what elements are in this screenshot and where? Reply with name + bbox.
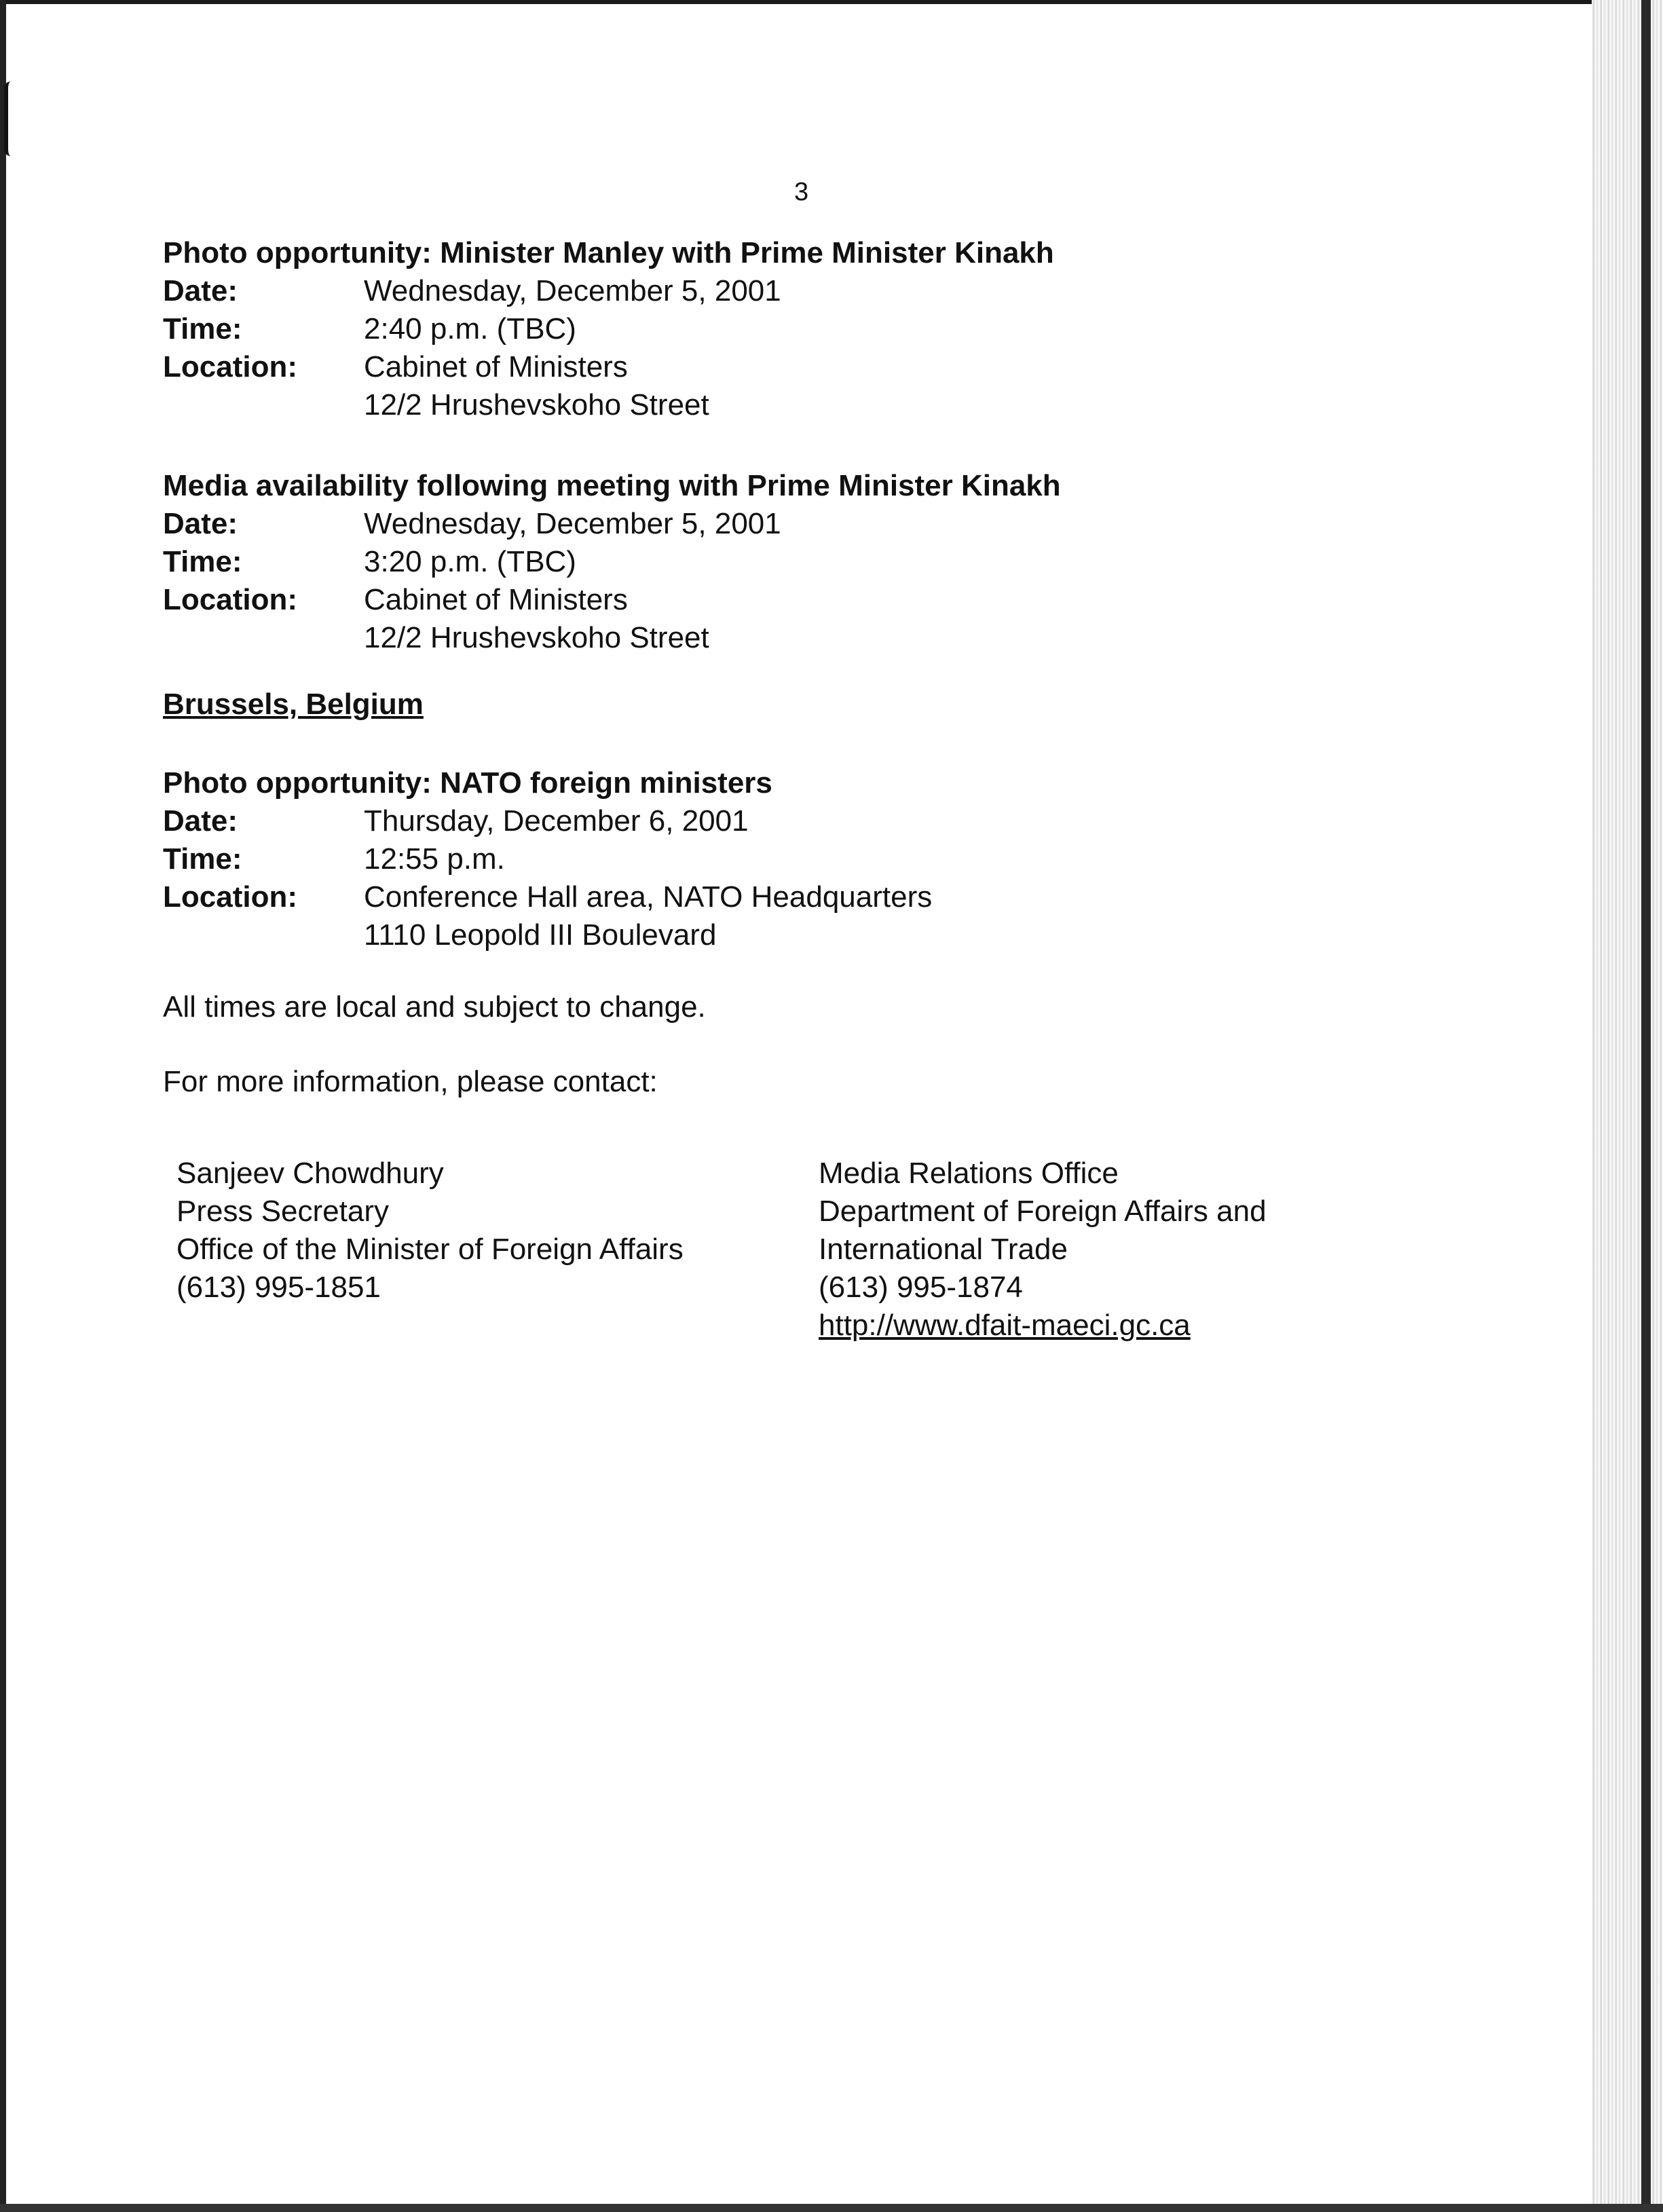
date-label: Date: (163, 507, 238, 540)
scan-edge-bottom (0, 2204, 1663, 2212)
contact-office: Office of the Minister of Foreign Affairs (176, 1233, 684, 1266)
event-block (163, 764, 932, 954)
location-address: 1110 Leopold III Boulevard (364, 918, 717, 952)
location-address: 12/2 Hrushevskoho Street (364, 388, 709, 421)
time-value: 2:40 p.m. (TBC) (364, 312, 576, 345)
location-value: Cabinet of Ministers (364, 350, 628, 383)
contact-name: Sanjeev Chowdhury (176, 1157, 444, 1190)
contact-phone: (613) 995-1874 (819, 1271, 1023, 1304)
date-label: Date: (163, 274, 238, 307)
note-contact: For more information, please contact: (163, 1065, 658, 1098)
event-date-row (163, 272, 1054, 310)
contact-title: Press Secretary (176, 1195, 389, 1228)
date-value: Wednesday, December 5, 2001 (364, 507, 781, 540)
event-location-row (163, 581, 1061, 619)
date-label: Date: (163, 804, 238, 838)
scan-edge-right (1592, 0, 1663, 2212)
time-label: Time: (163, 312, 242, 345)
scan-edge-top (0, 0, 1663, 4)
event-time-row (163, 840, 932, 878)
contact-department-cont: International Trade (819, 1233, 1068, 1266)
section-heading: Brussels, Belgium (163, 688, 424, 721)
location-label: Location: (163, 350, 297, 383)
event-time-row (163, 310, 1054, 348)
contact-press-secretary (176, 1155, 684, 1307)
event-location-row (163, 348, 1054, 386)
time-value: 12:55 p.m. (364, 842, 505, 876)
contact-phone: (613) 995-1851 (176, 1271, 381, 1304)
event-block (163, 234, 1054, 424)
event-date-row (163, 505, 1061, 543)
scan-edge-right-shadow (1641, 0, 1651, 2212)
event-block (163, 467, 1061, 657)
time-label: Time: (163, 842, 242, 876)
event-title: Photo opportunity: Minister Manley with Prime Minister Kinakh (163, 236, 1054, 269)
contact-department: Department of Foreign Affairs and (819, 1195, 1267, 1228)
location-value: Cabinet of Ministers (364, 583, 628, 616)
page-number: 3 (794, 178, 809, 206)
date-value: Thursday, December 6, 2001 (364, 804, 749, 838)
location-address: 12/2 Hrushevskoho Street (364, 621, 709, 654)
scan-edge-left (0, 0, 6, 2212)
scan-binding-mark (4, 81, 23, 156)
location-label: Location: (163, 583, 297, 616)
time-label: Time: (163, 545, 242, 578)
event-title: Media availability following meeting with Prime Minister Kinakh (163, 469, 1061, 502)
event-location-row (163, 878, 932, 916)
contact-website-link[interactable]: http://www.dfait-maeci.gc.ca (819, 1309, 1191, 1342)
event-title: Photo opportunity: NATO foreign ministers (163, 766, 772, 800)
contact-office: Media Relations Office (819, 1157, 1119, 1190)
note-times: All times are local and subject to change. (163, 990, 706, 1024)
time-value: 3:20 p.m. (TBC) (364, 545, 576, 578)
event-time-row (163, 543, 1061, 581)
location-value: Conference Hall area, NATO Headquarters (364, 880, 933, 914)
date-value: Wednesday, December 5, 2001 (364, 274, 781, 307)
location-label: Location: (163, 880, 297, 914)
event-date-row (163, 802, 932, 840)
contact-media-relations (819, 1155, 1267, 1345)
